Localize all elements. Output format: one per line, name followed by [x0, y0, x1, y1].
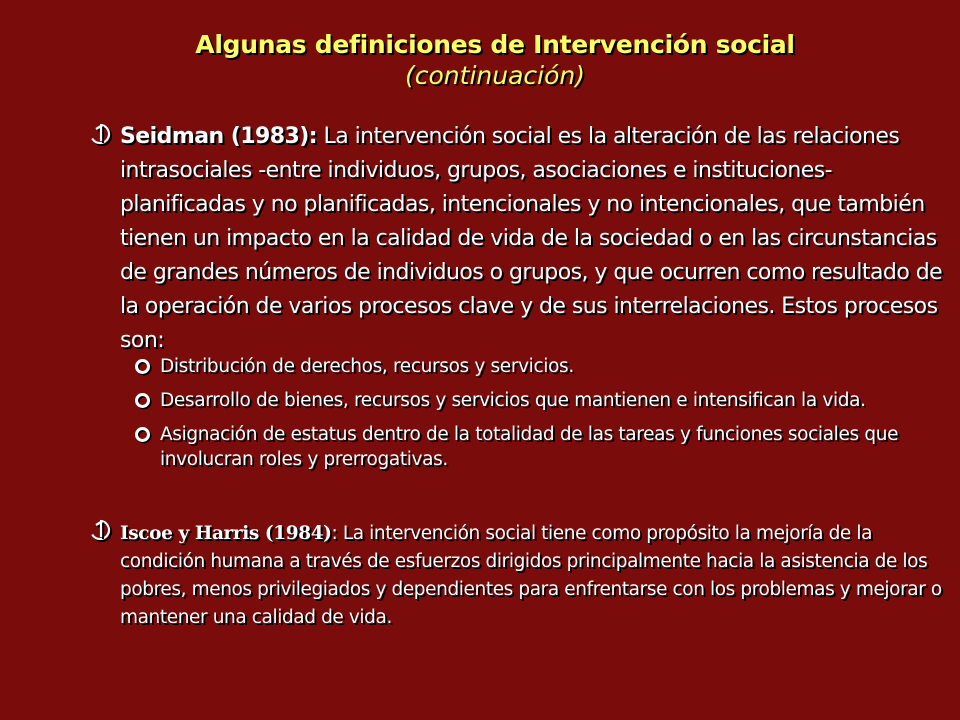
slide-title: Algunas definiciones de Intervención social	[195, 30, 795, 59]
slide-subtitle: (continuación)	[405, 61, 585, 90]
definition-paragraph	[84, 518, 944, 632]
definition-text: La intervención social es la alteración de las relaciones intrasociales -entre individuos, grupos, asociaciones e instituciones- planificadas y no planificadas, intencionales y no intencionales, que también tienen un impacto en la calidad de vida de la sociedad o en las circunstancias de grandes números de individuos o grupos, y que ocurren como resultado de la operación de varios procesos clave y de sus interrelaciones. Estos procesos son:	[120, 124, 943, 353]
process-list	[134, 354, 954, 481]
list-item	[134, 354, 954, 379]
hollow-circle-icon	[134, 358, 152, 376]
definition-item-seidman	[84, 120, 954, 470]
list-item-text: Distribución de derechos, recursos y servicios.	[160, 356, 574, 377]
list-item-text: Asignación de estatus dentro de la totalidad de las tareas y funciones sociales que involucran roles y prerrogativas.	[160, 424, 899, 470]
numbered-circle-one-icon	[84, 518, 114, 542]
hollow-circle-icon	[134, 392, 152, 410]
numbered-circle-one-icon	[84, 122, 114, 146]
slide-title-block	[0, 30, 960, 92]
definition-author: Iscoe y Harris (1984)	[120, 523, 332, 544]
definition-author: Seidman (1983):	[120, 124, 318, 149]
list-item	[134, 422, 954, 472]
list-item-text: Desarrollo de bienes, recursos y servicios que mantienen e intensifican la vida.	[160, 390, 866, 411]
list-item	[134, 388, 954, 413]
definition-paragraph	[84, 120, 954, 358]
definition-text: : La intervención social tiene como propósito la mejoría de la condición humana a través de esfuerzos dirigidos principalmente hacia la asistencia de los pobres, menos privilegiados y dependientes para enfrentarse con los problemas y mejorar o mantener una calidad de vida.	[120, 523, 942, 628]
hollow-circle-icon	[134, 426, 152, 444]
definition-item-iscoe-harris	[84, 518, 944, 632]
